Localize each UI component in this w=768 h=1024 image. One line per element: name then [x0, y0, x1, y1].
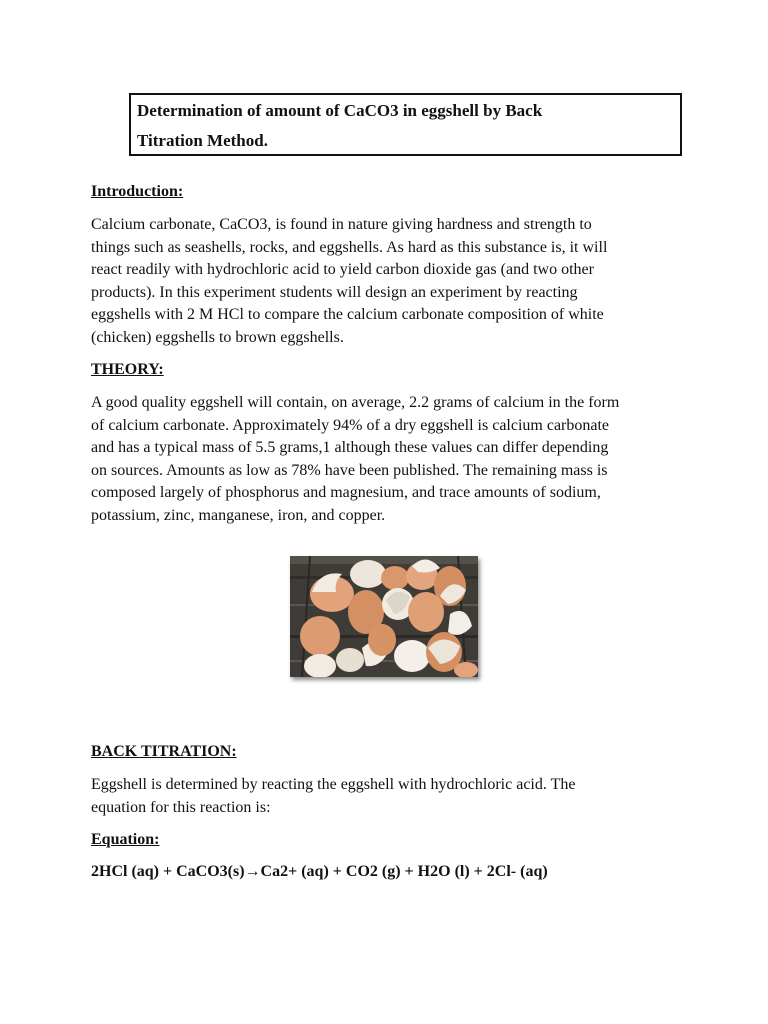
introduction-line: react readily with hydrochloric acid to yield carbon dioxide gas (and two other	[91, 261, 594, 279]
introduction-line: eggshells with 2 M HCl to compare the calcium carbonate composition of white	[91, 306, 604, 324]
equation-heading: Equation:	[91, 831, 160, 848]
eggshell-photo-illustration	[290, 556, 478, 677]
introduction-line: products). In this experiment students will design an experiment by reacting	[91, 283, 578, 301]
theory-line: composed largely of phosphorus and magnesium, and trace amounts of sodium,	[91, 484, 601, 502]
back-titration-paragraph	[91, 774, 691, 819]
theory-line: of calcium carbonate. Approximately 94% of a dry eggshell is calcium carbonate	[91, 416, 610, 434]
document-title-box	[129, 93, 682, 156]
introduction-line: (chicken) eggshells to brown eggshells.	[91, 328, 344, 346]
back-titration-line: Eggshell is determined by reacting the eggshell with hydrochloric acid. The	[91, 776, 576, 793]
back-titration-line: equation for this reaction is:	[91, 798, 271, 816]
theory-paragraph	[91, 392, 691, 528]
theory-line: and has a typical mass of 5.5 grams,1 although these values can differ depending	[91, 439, 609, 457]
theory-line: on sources. Amounts as low as 78% have been published. The remaining mass is	[91, 461, 608, 479]
theory-line: potassium, zinc, manganese, iron, and copper.	[91, 506, 386, 524]
theory-line: A good quality eggshell will contain, on average, 2.2 grams of calcium in the form	[91, 394, 620, 411]
introduction-heading: Introduction:	[91, 183, 184, 200]
back-titration-heading: BACK TITRATION:	[91, 743, 237, 760]
introduction-paragraph	[91, 214, 691, 350]
eggshell-photo	[290, 556, 478, 677]
document-title-line-1: Determination of amount of CaCO3 in eggshell by Back	[137, 101, 543, 120]
chemical-equation: 2HCl (aq) + CaCO3(s)→Ca2+ (aq) + CO2 (g) + H2O (l) + 2Cl- (aq)	[91, 863, 548, 880]
introduction-line: things such as seashells, rocks, and eggshells. As hard as this substance is, it will	[91, 238, 608, 256]
document-title-line-2: Titration Method.	[137, 131, 268, 150]
introduction-line: Calcium carbonate, CaCO3, is found in nature giving hardness and strength to	[91, 216, 592, 233]
theory-heading: THEORY:	[91, 361, 164, 378]
